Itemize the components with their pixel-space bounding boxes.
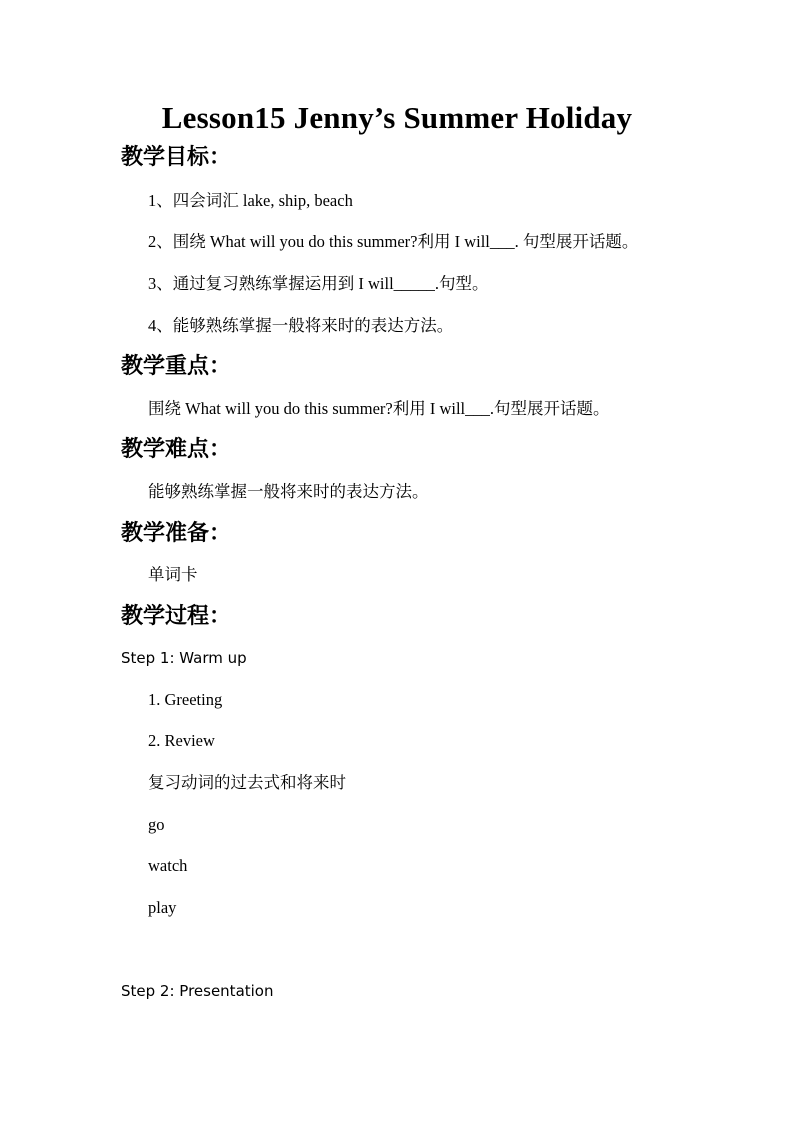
difficulties-text: 能够熟练掌握一般将来时的表达方法。	[148, 482, 429, 501]
step-1-item-watch: watch	[148, 856, 188, 875]
key-points-text: 围绕 What will you do this summer?利用 I will___.句型展开话题。	[148, 399, 610, 418]
step-1-item-review-note: 复习动词的过去式和将来时	[148, 773, 346, 792]
step-1-item-review: 2. Review	[148, 731, 215, 750]
objective-item-2: 2、围绕 What will you do this summer?利用 I will___. 句型展开话题。	[148, 232, 639, 251]
objective-item-3: 3、通过复习熟练掌握运用到 I will_____.句型。	[148, 274, 489, 293]
key-points-heading: 教学重点：	[121, 354, 232, 379]
step-1-item-greeting: 1. Greeting	[148, 690, 223, 709]
difficulties-heading: 教学难点：	[121, 437, 232, 462]
step-1-title: Step 1: Warm up	[121, 649, 247, 667]
document-title: Lesson15 Jenny’s Summer Holiday	[161, 100, 633, 135]
preparation-heading: 教学准备：	[121, 521, 232, 546]
objective-item-1: 1、四会词汇 lake, ship, beach	[148, 191, 353, 210]
step-1-item-go: go	[148, 815, 165, 834]
objective-item-4: 4、能够熟练掌握一般将来时的表达方法。	[148, 316, 454, 335]
objectives-heading: 教学目标：	[121, 145, 232, 170]
process-heading: 教学过程：	[121, 604, 232, 629]
step-1-item-play: play	[148, 898, 177, 917]
preparation-text: 单词卡	[148, 565, 198, 584]
step-2-title: Step 2: Presentation	[121, 982, 274, 1000]
